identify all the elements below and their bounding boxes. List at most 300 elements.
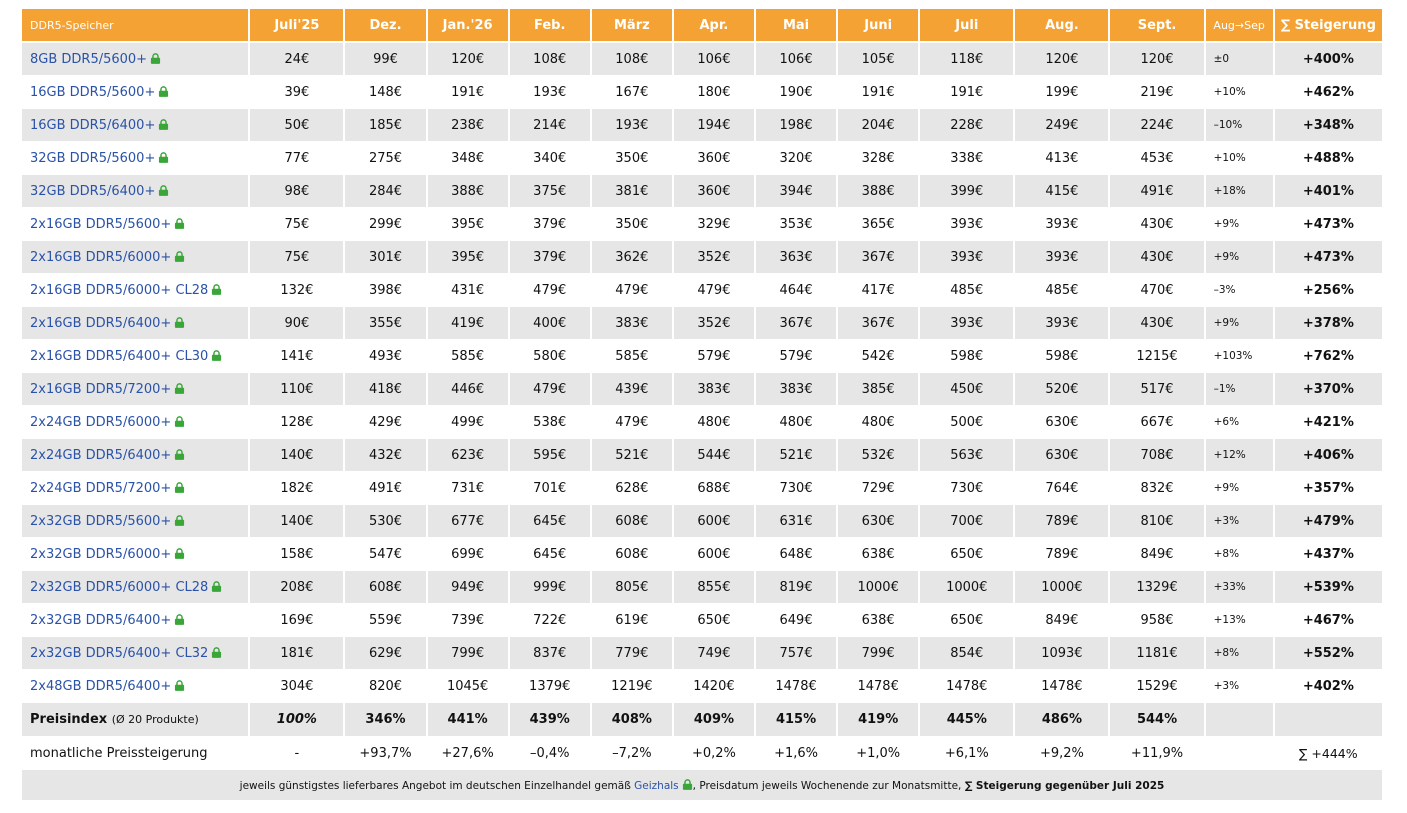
- column-header: Apr.: [674, 9, 754, 43]
- monthly-value-cell: +6,1%: [920, 737, 1013, 770]
- price-cell: 275€: [345, 142, 425, 175]
- empty-cell: [1275, 703, 1382, 737]
- change-cell: +9%: [1206, 208, 1273, 241]
- price-cell: 1329€: [1110, 571, 1203, 604]
- change-cell: ±0: [1206, 43, 1273, 76]
- price-cell: 394€: [756, 175, 836, 208]
- table-row: [22, 571, 1382, 604]
- price-cell: 75€: [250, 208, 343, 241]
- price-cell: 480€: [756, 406, 836, 439]
- product-name-cell: [22, 571, 248, 604]
- price-cell: 110€: [250, 373, 343, 406]
- total-increase-cell: +473%: [1275, 241, 1382, 274]
- price-cell: 631€: [756, 505, 836, 538]
- padlock-icon: [158, 86, 169, 97]
- price-cell: 365€: [838, 208, 918, 241]
- price-cell: 418€: [345, 373, 425, 406]
- price-cell: 559€: [345, 604, 425, 637]
- table-row: [22, 175, 1382, 208]
- padlock-icon: [174, 515, 185, 526]
- price-cell: 367€: [838, 307, 918, 340]
- price-cell: 731€: [428, 472, 508, 505]
- column-header: Sept.: [1110, 9, 1203, 43]
- column-header: Juli: [920, 9, 1013, 43]
- price-cell: 105€: [838, 43, 918, 76]
- change-cell: –10%: [1206, 109, 1273, 142]
- price-cell: 393€: [1015, 307, 1108, 340]
- price-cell: 521€: [592, 439, 672, 472]
- padlock-icon: [174, 449, 185, 460]
- price-cell: 832€: [1110, 472, 1203, 505]
- price-cell: 400€: [510, 307, 590, 340]
- product-link[interactable]: 2x48GB DDR5/6400+: [30, 678, 172, 694]
- price-cell: 645€: [510, 505, 590, 538]
- product-name-cell: [22, 109, 248, 142]
- table-row: [22, 472, 1382, 505]
- price-cell: 199€: [1015, 76, 1108, 109]
- price-cell: 204€: [838, 109, 918, 142]
- price-cell: 958€: [1110, 604, 1203, 637]
- price-cell: 191€: [428, 76, 508, 109]
- padlock-icon: [174, 416, 185, 427]
- price-cell: 367€: [756, 307, 836, 340]
- price-cell: 75€: [250, 241, 343, 274]
- product-link[interactable]: 2x16GB DDR5/6400+: [30, 315, 172, 331]
- table-row: [22, 604, 1382, 637]
- price-cell: 688€: [674, 472, 754, 505]
- product-name-cell: [22, 208, 248, 241]
- total-increase-cell: +488%: [1275, 142, 1382, 175]
- footer-row: [22, 770, 1382, 800]
- price-cell: 228€: [920, 109, 1013, 142]
- price-cell: 729€: [838, 472, 918, 505]
- product-link[interactable]: 32GB DDR5/6400+: [30, 183, 156, 199]
- price-cell: 193€: [592, 109, 672, 142]
- price-cell: 238€: [428, 109, 508, 142]
- price-cell: 638€: [838, 538, 918, 571]
- padlock-icon: [211, 581, 222, 592]
- price-cell: 623€: [428, 439, 508, 472]
- price-cell: 158€: [250, 538, 343, 571]
- price-cell: 608€: [592, 538, 672, 571]
- total-increase-cell: +357%: [1275, 472, 1382, 505]
- price-cell: 542€: [838, 340, 918, 373]
- price-cell: 854€: [920, 637, 1013, 670]
- price-cell: 362€: [592, 241, 672, 274]
- price-cell: 383€: [674, 373, 754, 406]
- price-cell: 479€: [674, 274, 754, 307]
- table-body: [22, 43, 1382, 703]
- price-cell: 430€: [1110, 208, 1203, 241]
- column-header: DDR5-Speicher: [22, 9, 248, 43]
- price-cell: 24€: [250, 43, 343, 76]
- price-cell: 167€: [592, 76, 672, 109]
- price-cell: 650€: [920, 538, 1013, 571]
- price-cell: 547€: [345, 538, 425, 571]
- price-cell: 355€: [345, 307, 425, 340]
- price-cell: 379€: [510, 241, 590, 274]
- total-increase-cell: +370%: [1275, 373, 1382, 406]
- product-link[interactable]: 2x24GB DDR5/6400+: [30, 447, 172, 463]
- product-link[interactable]: 8GB DDR5/5600+: [30, 51, 148, 67]
- price-cell: 749€: [674, 637, 754, 670]
- price-cell: 1093€: [1015, 637, 1108, 670]
- price-cell: 1478€: [838, 670, 918, 703]
- product-link[interactable]: 2x32GB DDR5/5600+: [30, 513, 172, 529]
- price-cell: 849€: [1015, 604, 1108, 637]
- price-cell: 1478€: [920, 670, 1013, 703]
- price-cell: 118€: [920, 43, 1013, 76]
- price-cell: 180€: [674, 76, 754, 109]
- product-link[interactable]: 2x24GB DDR5/6000+: [30, 414, 172, 430]
- price-cell: 350€: [592, 142, 672, 175]
- padlock-icon: [174, 317, 185, 328]
- product-name-cell: [22, 538, 248, 571]
- price-cell: 630€: [1015, 439, 1108, 472]
- index-value-cell: 346%: [345, 703, 425, 737]
- table-row: [22, 406, 1382, 439]
- footnote-bold: ∑ Steigerung gegenüber Juli 2025: [964, 779, 1165, 792]
- table-row: [22, 637, 1382, 670]
- padlock-icon: [211, 647, 222, 658]
- product-link[interactable]: 2x16GB DDR5/7200+: [30, 381, 172, 397]
- table-row: [22, 76, 1382, 109]
- price-cell: 393€: [1015, 208, 1108, 241]
- price-cell: 739€: [428, 604, 508, 637]
- monthly-value-cell: +27,6%: [428, 737, 508, 770]
- price-cell: 499€: [428, 406, 508, 439]
- table-row: [22, 373, 1382, 406]
- price-cell: 530€: [345, 505, 425, 538]
- price-cell: 701€: [510, 472, 590, 505]
- padlock-icon: [174, 251, 185, 262]
- table-row: [22, 439, 1382, 472]
- total-increase-cell: +462%: [1275, 76, 1382, 109]
- price-index-row: [22, 703, 1382, 737]
- price-cell: 563€: [920, 439, 1013, 472]
- price-cell: 480€: [674, 406, 754, 439]
- price-cell: 722€: [510, 604, 590, 637]
- price-cell: 328€: [838, 142, 918, 175]
- product-link[interactable]: 2x32GB DDR5/6400+: [30, 612, 172, 628]
- price-cell: 393€: [920, 241, 1013, 274]
- price-cell: 50€: [250, 109, 343, 142]
- index-value-cell: 100%: [250, 703, 343, 737]
- total-increase-cell: +406%: [1275, 439, 1382, 472]
- price-cell: 493€: [345, 340, 425, 373]
- price-cell: 1000€: [1015, 571, 1108, 604]
- product-name-cell: [22, 43, 248, 76]
- price-cell: 413€: [1015, 142, 1108, 175]
- price-index-label: Preisindex: [30, 712, 108, 727]
- change-cell: +8%: [1206, 637, 1273, 670]
- product-link[interactable]: 2x16GB DDR5/6400+ CL30: [30, 348, 209, 364]
- table-row: [22, 307, 1382, 340]
- price-cell: 120€: [1110, 43, 1203, 76]
- padlock-icon: [174, 383, 185, 394]
- product-link[interactable]: 32GB DDR5/5600+: [30, 150, 156, 166]
- price-cell: 538€: [510, 406, 590, 439]
- price-cell: 393€: [920, 208, 1013, 241]
- price-cell: 395€: [428, 241, 508, 274]
- price-cell: 630€: [1015, 406, 1108, 439]
- product-link[interactable]: 2x16GB DDR5/6000+: [30, 249, 172, 265]
- price-cell: 585€: [428, 340, 508, 373]
- price-cell: 491€: [1110, 175, 1203, 208]
- price-cell: 388€: [428, 175, 508, 208]
- price-cell: 214€: [510, 109, 590, 142]
- padlock-icon: [174, 680, 185, 691]
- change-cell: +9%: [1206, 241, 1273, 274]
- header-row: [22, 9, 1382, 43]
- price-cell: 194€: [674, 109, 754, 142]
- price-cell: 650€: [920, 604, 1013, 637]
- index-value-cell: 409%: [674, 703, 754, 737]
- price-cell: 805€: [592, 571, 672, 604]
- price-cell: 128€: [250, 406, 343, 439]
- price-cell: 629€: [345, 637, 425, 670]
- price-cell: 479€: [592, 406, 672, 439]
- product-name-cell: [22, 340, 248, 373]
- price-cell: 764€: [1015, 472, 1108, 505]
- price-cell: 77€: [250, 142, 343, 175]
- index-value-cell: 419%: [838, 703, 918, 737]
- price-cell: 479€: [592, 274, 672, 307]
- price-cell: 544€: [674, 439, 754, 472]
- total-increase-cell: +378%: [1275, 307, 1382, 340]
- price-cell: 439€: [592, 373, 672, 406]
- price-cell: 479€: [510, 274, 590, 307]
- table-row: [22, 142, 1382, 175]
- total-increase-cell: +473%: [1275, 208, 1382, 241]
- price-cell: 479€: [510, 373, 590, 406]
- price-cell: 579€: [674, 340, 754, 373]
- total-increase-cell: +552%: [1275, 637, 1382, 670]
- padlock-icon: [158, 185, 169, 196]
- column-header: Dez.: [345, 9, 425, 43]
- total-increase-cell: +401%: [1275, 175, 1382, 208]
- footnote-text-after: , Preisdatum jeweils Wochenende zur Monatsmitte,: [692, 779, 965, 792]
- price-cell: 383€: [592, 307, 672, 340]
- table-row: [22, 505, 1382, 538]
- price-cell: 363€: [756, 241, 836, 274]
- price-cell: 1478€: [756, 670, 836, 703]
- price-cell: 650€: [674, 604, 754, 637]
- price-cell: 628€: [592, 472, 672, 505]
- price-cell: 352€: [674, 307, 754, 340]
- price-cell: 367€: [838, 241, 918, 274]
- price-cell: 140€: [250, 439, 343, 472]
- padlock-icon: [174, 614, 185, 625]
- change-cell: +3%: [1206, 505, 1273, 538]
- price-cell: 430€: [1110, 241, 1203, 274]
- price-cell: 446€: [428, 373, 508, 406]
- product-link[interactable]: 2x16GB DDR5/5600+: [30, 216, 172, 232]
- change-cell: –1%: [1206, 373, 1273, 406]
- price-cell: 106€: [674, 43, 754, 76]
- index-value-cell: 415%: [756, 703, 836, 737]
- price-cell: 667€: [1110, 406, 1203, 439]
- product-name-cell: [22, 274, 248, 307]
- price-index-sublabel: (Ø 20 Produkte): [111, 713, 199, 726]
- change-cell: +103%: [1206, 340, 1273, 373]
- change-cell: +9%: [1206, 307, 1273, 340]
- price-cell: 520€: [1015, 373, 1108, 406]
- product-name-cell: [22, 241, 248, 274]
- price-cell: 789€: [1015, 538, 1108, 571]
- footnote: [22, 770, 1382, 800]
- price-cell: 849€: [1110, 538, 1203, 571]
- padlock-icon: [682, 779, 693, 790]
- padlock-icon: [174, 482, 185, 493]
- price-cell: 350€: [592, 208, 672, 241]
- price-cell: 299€: [345, 208, 425, 241]
- price-table-container: [22, 9, 1386, 800]
- index-value-cell: 441%: [428, 703, 508, 737]
- total-increase-cell: +467%: [1275, 604, 1382, 637]
- ddr5-price-table: [20, 9, 1384, 800]
- padlock-icon: [174, 548, 185, 559]
- monthly-value-cell: -: [250, 737, 343, 770]
- price-cell: 1215€: [1110, 340, 1203, 373]
- column-header: Juni: [838, 9, 918, 43]
- price-cell: 730€: [920, 472, 1013, 505]
- price-cell: 191€: [838, 76, 918, 109]
- price-cell: 379€: [510, 208, 590, 241]
- monthly-increase-label: monatliche Preissteigerung: [22, 737, 248, 770]
- price-cell: 630€: [838, 505, 918, 538]
- price-cell: 1529€: [1110, 670, 1203, 703]
- price-cell: 837€: [510, 637, 590, 670]
- price-cell: 393€: [1015, 241, 1108, 274]
- price-cell: 521€: [756, 439, 836, 472]
- column-header: ∑ Steigerung: [1275, 9, 1382, 43]
- index-value-cell: 408%: [592, 703, 672, 737]
- price-cell: 485€: [920, 274, 1013, 307]
- price-cell: 491€: [345, 472, 425, 505]
- price-cell: 108€: [592, 43, 672, 76]
- total-increase-cell: +348%: [1275, 109, 1382, 142]
- price-cell: 191€: [920, 76, 1013, 109]
- product-name-cell: [22, 637, 248, 670]
- price-cell: 106€: [756, 43, 836, 76]
- column-header: Aug→Sep: [1206, 9, 1273, 43]
- price-cell: 517€: [1110, 373, 1203, 406]
- price-cell: 789€: [1015, 505, 1108, 538]
- price-cell: 585€: [592, 340, 672, 373]
- price-cell: 432€: [345, 439, 425, 472]
- price-cell: 819€: [756, 571, 836, 604]
- geizhals-link[interactable]: Geizhals: [634, 779, 679, 792]
- price-cell: 39€: [250, 76, 343, 109]
- price-cell: 120€: [428, 43, 508, 76]
- product-link[interactable]: 2x32GB DDR5/6000+: [30, 546, 172, 562]
- price-cell: 638€: [838, 604, 918, 637]
- column-header: Aug.: [1015, 9, 1108, 43]
- price-cell: 1000€: [920, 571, 1013, 604]
- price-cell: 108€: [510, 43, 590, 76]
- price-cell: 855€: [674, 571, 754, 604]
- change-cell: –3%: [1206, 274, 1273, 307]
- price-cell: 1379€: [510, 670, 590, 703]
- price-cell: 383€: [756, 373, 836, 406]
- product-link[interactable]: 16GB DDR5/6400+: [30, 117, 156, 133]
- price-cell: 393€: [920, 307, 1013, 340]
- price-cell: 419€: [428, 307, 508, 340]
- monthly-total-cell: ∑ +444%: [1275, 737, 1382, 770]
- price-cell: 185€: [345, 109, 425, 142]
- price-cell: 90€: [250, 307, 343, 340]
- product-link[interactable]: 2x16GB DDR5/6000+ CL28: [30, 282, 209, 298]
- product-name-cell: [22, 604, 248, 637]
- product-link[interactable]: 2x24GB DDR5/7200+: [30, 480, 172, 496]
- table-row: [22, 538, 1382, 571]
- price-cell: 600€: [674, 538, 754, 571]
- price-cell: 169€: [250, 604, 343, 637]
- price-cell: 208€: [250, 571, 343, 604]
- product-link[interactable]: 2x32GB DDR5/6000+ CL28: [30, 579, 209, 595]
- monthly-value-cell: +1,0%: [838, 737, 918, 770]
- price-cell: 453€: [1110, 142, 1203, 175]
- price-cell: 360€: [674, 142, 754, 175]
- empty-cell: [1206, 703, 1273, 737]
- product-name-cell: [22, 406, 248, 439]
- price-index-label-cell: [22, 703, 248, 737]
- price-cell: 598€: [920, 340, 1013, 373]
- total-increase-cell: +437%: [1275, 538, 1382, 571]
- price-cell: 198€: [756, 109, 836, 142]
- price-cell: 470€: [1110, 274, 1203, 307]
- change-cell: +18%: [1206, 175, 1273, 208]
- price-cell: 595€: [510, 439, 590, 472]
- price-cell: 140€: [250, 505, 343, 538]
- price-cell: 480€: [838, 406, 918, 439]
- footnote-text-before: jeweils günstigstes lieferbares Angebot im deutschen Einzelhandel gemäß: [239, 779, 635, 792]
- monthly-increase-row: [22, 737, 1382, 770]
- column-header: Mai: [756, 9, 836, 43]
- change-cell: +10%: [1206, 76, 1273, 109]
- monthly-value-cell: +93,7%: [345, 737, 425, 770]
- product-name-cell: [22, 373, 248, 406]
- product-link[interactable]: 2x32GB DDR5/6400+ CL32: [30, 645, 209, 661]
- price-cell: 190€: [756, 76, 836, 109]
- price-cell: 532€: [838, 439, 918, 472]
- price-cell: 375€: [510, 175, 590, 208]
- price-cell: 381€: [592, 175, 672, 208]
- price-cell: 417€: [838, 274, 918, 307]
- total-increase-cell: +479%: [1275, 505, 1382, 538]
- empty-cell: [1206, 737, 1273, 770]
- product-name-cell: [22, 472, 248, 505]
- change-cell: +6%: [1206, 406, 1273, 439]
- price-cell: 320€: [756, 142, 836, 175]
- price-cell: 348€: [428, 142, 508, 175]
- price-cell: 1181€: [1110, 637, 1203, 670]
- product-name-cell: [22, 439, 248, 472]
- total-increase-cell: +421%: [1275, 406, 1382, 439]
- price-cell: 810€: [1110, 505, 1203, 538]
- monthly-value-cell: –7,2%: [592, 737, 672, 770]
- product-link[interactable]: 16GB DDR5/5600+: [30, 84, 156, 100]
- column-header: Jan.'26: [428, 9, 508, 43]
- price-cell: 600€: [674, 505, 754, 538]
- price-cell: 399€: [920, 175, 1013, 208]
- table-row: [22, 43, 1382, 76]
- monthly-value-cell: +11,9%: [1110, 737, 1203, 770]
- price-cell: 649€: [756, 604, 836, 637]
- change-cell: +13%: [1206, 604, 1273, 637]
- price-cell: 1219€: [592, 670, 672, 703]
